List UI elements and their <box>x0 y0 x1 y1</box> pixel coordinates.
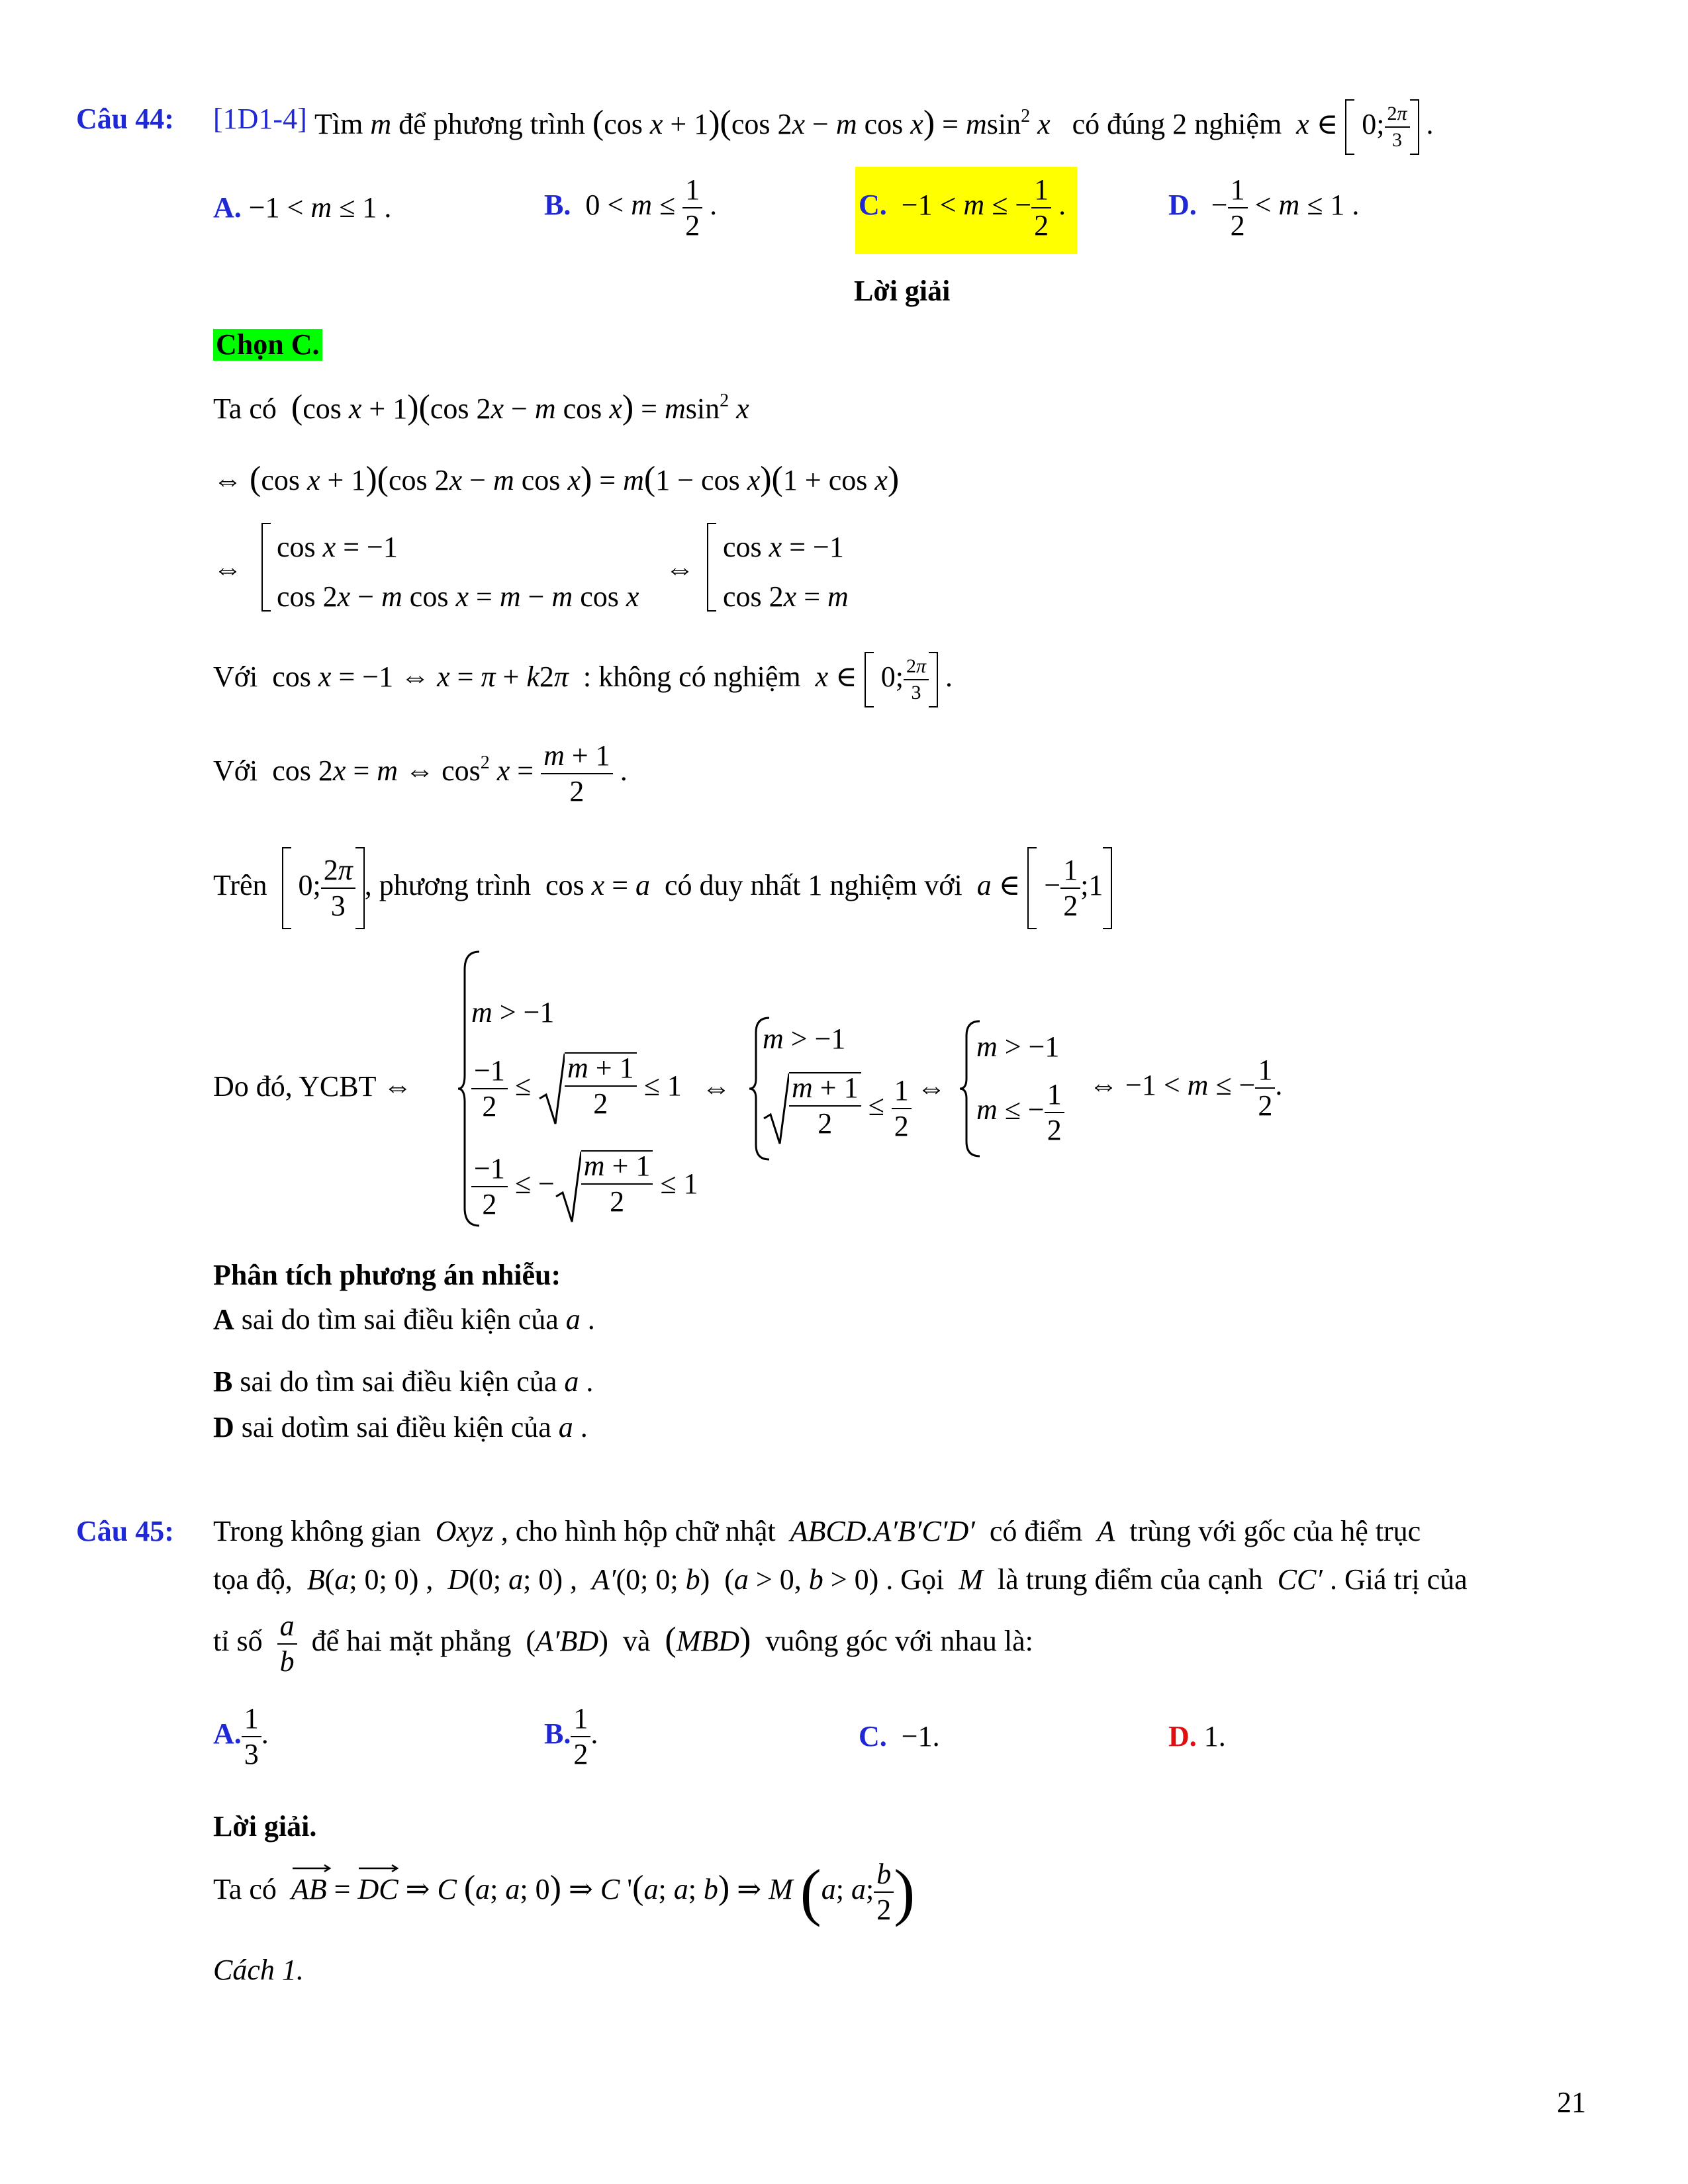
q44-option-d: D. − $\frac{1}{2}$ < m ≤ 1 . <box>1168 173 1360 242</box>
q44-sys1-line1: cos x = −1 <box>277 531 398 563</box>
page-number: 21 <box>1557 2086 1586 2118</box>
q44-equiv-2: ⇔ <box>665 553 694 585</box>
q44-ycbt-result: ⇔ −1 < m ≤ − $\frac{1}{2}$ . <box>1089 1054 1283 1122</box>
q44-line-5: Với cos 2x = m ⇔ $\cos^2 x$ = $\frac{m + 1}{2}$ . <box>213 739 628 807</box>
q44-ycbt-a3: $\frac{-1}{2}$ ≤ − $\frac{m + 1}{2}$ ≤ 1 <box>471 1150 698 1223</box>
q44-ycbt-c1: m > −1 <box>976 1030 1060 1063</box>
q44-ycbt-a2: $\frac{-1}{2}$ ≤ $\frac{m + 1}{2}$ ≤ 1 <box>471 1052 682 1125</box>
q44-sys2-line2: cos 2x = m <box>723 580 849 613</box>
q44-ycbt-label: Do đó, YCBT ⇔ <box>213 1070 412 1103</box>
q44-bracket-1 <box>261 523 271 612</box>
q44-distractor-heading: Phân tích phương án nhiễu: <box>213 1259 561 1291</box>
q45-option-a: A. $\frac{1}{3}$ . <box>213 1702 269 1770</box>
q44-line-6: Trên 0; $\frac{2\pi}{3}$ , phương trình cos x = a có duy nhất 1 nghiệm với a ∈ − $\frac{1}{2}$ ;1 <box>213 847 1112 929</box>
q45-option-b: B. $\frac{1}{2}$ . <box>544 1702 598 1770</box>
question-44-tag: [1D1-4] <box>213 103 307 135</box>
q44-ycbt-b2: $\frac{m + 1}{2}$ ≤ $\frac{1}{2}$ <box>763 1072 912 1145</box>
q44-ycbt-b1: m > −1 <box>763 1023 846 1055</box>
q44-sys2-line1: cos x = −1 <box>723 531 844 563</box>
q45-solution-heading: Lời giải. <box>213 1810 317 1843</box>
q45-stem-line2: tọa độ, B(a; 0; 0) , D(0; a; 0) , A′(0; 0; b) (a > 0, b > 0) . Gọi M là trung điểm của cạnh CC′ . Giá trị của <box>213 1563 1468 1596</box>
q44-equiv-3: ⇔ <box>702 1071 731 1104</box>
q44-option-c: C. −1 < m ≤ − $\frac{1}{2}$ . <box>859 173 1066 242</box>
q45-method-label: Cách 1. <box>213 1954 304 1986</box>
q44-distractor-a: A sai do tìm sai điều kiện của a . <box>213 1303 595 1336</box>
q44-option-a: A. −1 < m ≤ 1 . <box>213 191 392 224</box>
q44-distractor-b: B sai do tìm sai điều kiện của a . <box>213 1365 594 1398</box>
q44-distractor-d: D sai dotìm sai điều kiện của a . <box>213 1411 588 1443</box>
q44-line-2: ⇔ (cos x + 1)(cos 2x − m cos x) = m(1 − cos x)(1 + cos x) <box>213 460 900 498</box>
q45-option-d: D. 1. <box>1168 1720 1226 1752</box>
q44-chosen-answer: Chọn C. <box>213 329 322 361</box>
q44-equiv-4: ⇔ <box>917 1071 946 1104</box>
q44-line-1: Ta có (cos x + 1)(cos 2x − m cos x) = msin$^2$ x <box>213 388 749 426</box>
q44-ycbt-a1: m > −1 <box>471 996 555 1028</box>
q45-line-1: Ta có AB = DC ⇒ C (a; a; 0) ⇒ C '(a; a; b) ⇒ M (a; a; $\frac{b}{2}$ ) <box>213 1856 915 1927</box>
q44-bracket-2 <box>707 523 716 612</box>
q45-option-c: C. −1. <box>859 1720 940 1752</box>
q45-stem-line1: Trong không gian Oxyz , cho hình hộp chữ nhật ABCD.A′B′C′D′ có điểm A trùng với gốc của hệ trục <box>213 1515 1421 1547</box>
q44-option-b: B. 0 < m ≤ $\frac{1}{2}$ . <box>544 173 718 242</box>
q44-sys1-line2: cos 2x − m cos x = m − m cos x <box>277 580 639 613</box>
q44-ycbt-c2: m ≤ − $\frac{1}{2}$ <box>976 1080 1064 1145</box>
question-44-label: Câu 44: <box>76 103 174 135</box>
q44-equiv-1: ⇔ <box>213 553 242 585</box>
question-44-stem: Tìm m để phương trình (cos x + 1)(cos 2x − m cos x) = msin$^2$ x có đúng 2 nghiệm x ∈ 0; $\frac{2\pi}{3}$ . <box>314 99 1434 155</box>
q44-line-4: Với cos x = −1 ⇔ x = π + k2π : không có nghiệm x ∈ 0; $\frac{2\pi}{3}$ . <box>213 652 953 707</box>
q44-solution-heading: Lời giải <box>854 275 951 307</box>
q45-stem-line3: tỉ số $\frac{a}{b}$ để hai mặt phẳng (A′BD) và (MBD) vuông góc với nhau là: <box>213 1610 1033 1678</box>
question-45-label: Câu 45: <box>76 1515 174 1547</box>
